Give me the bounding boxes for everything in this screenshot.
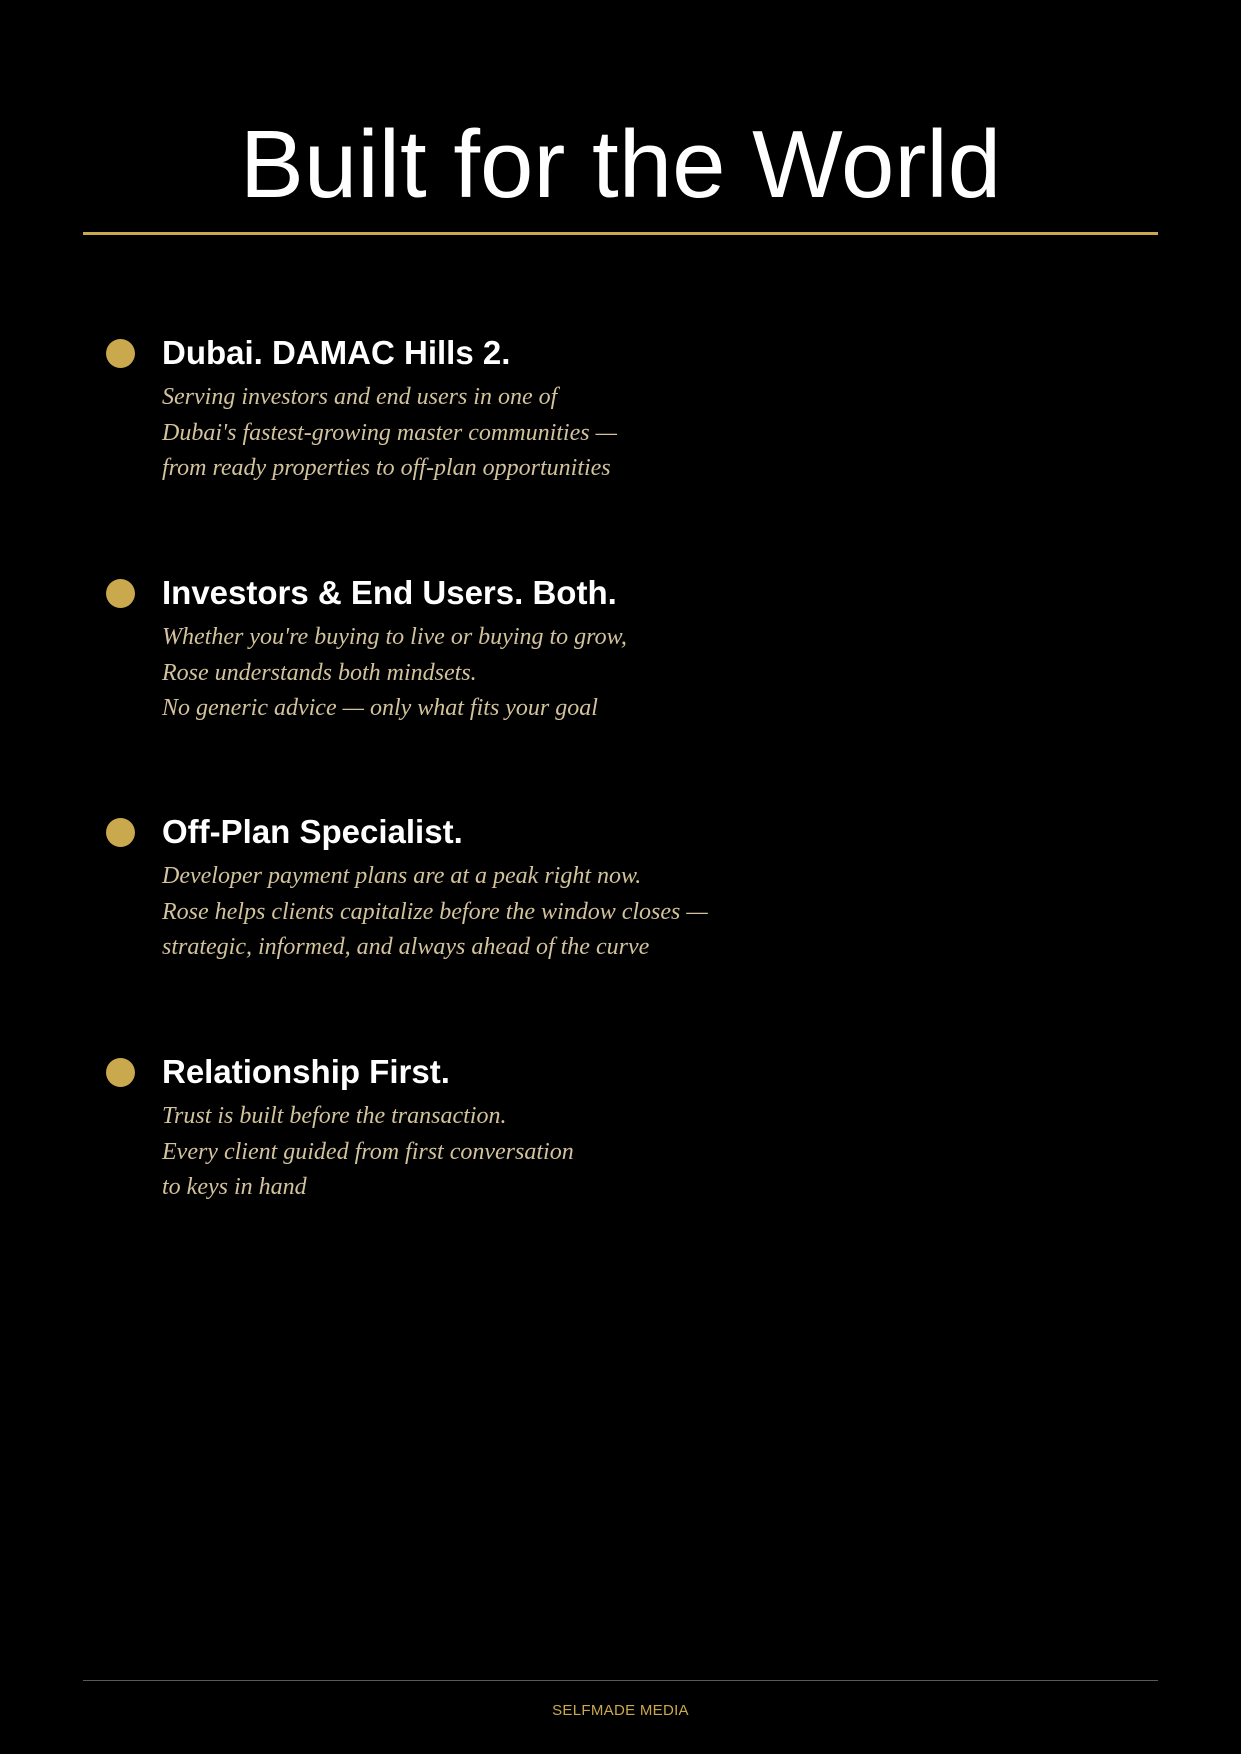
feature-description-line: Dubai's fastest-growing master communities — xyxy=(162,419,617,446)
feature-description-line: Rose understands both mindsets. xyxy=(162,659,477,686)
bullet-dot-icon xyxy=(106,818,135,847)
page-title: Built for the World xyxy=(239,111,1002,218)
feature-description xyxy=(162,620,627,727)
feature-description-line: to keys in hand xyxy=(162,1174,307,1200)
bullet-dot-icon xyxy=(106,579,135,608)
feature-heading: Investors & End Users. Both. xyxy=(162,574,617,611)
feature-description-line: strategic, informed, and always ahead of the curve xyxy=(162,934,650,960)
footer-brand: SELFMADE MEDIA xyxy=(552,1702,689,1719)
feature-description-line: Developer payment plans are at a peak right now. xyxy=(162,863,642,889)
bullet-dot-icon xyxy=(106,339,135,368)
feature-description xyxy=(162,380,617,487)
footer-divider xyxy=(83,1680,1158,1681)
feature-description-line: Trust is built before the transaction. xyxy=(162,1103,507,1129)
feature-description-line: Every client guided from first conversation xyxy=(162,1138,574,1165)
feature-description xyxy=(162,859,708,966)
feature-description-line: from ready properties to off-plan opportunities xyxy=(162,455,611,481)
title-divider xyxy=(83,232,1158,235)
feature-description-line: No generic advice — only what fits your goal xyxy=(162,695,598,721)
bullet-dot-icon xyxy=(106,1058,135,1087)
feature-description-line: Rose helps clients capitalize before the window closes — xyxy=(162,898,708,925)
feature-heading: Dubai. DAMAC Hills 2. xyxy=(162,334,511,371)
feature-description-line: Whether you're buying to live or buying to grow, xyxy=(162,624,627,650)
feature-description-line: Serving investors and end users in one of xyxy=(162,384,558,410)
feature-heading: Off-Plan Specialist. xyxy=(162,813,463,850)
feature-heading: Relationship First. xyxy=(162,1053,450,1090)
feature-description xyxy=(162,1099,574,1206)
